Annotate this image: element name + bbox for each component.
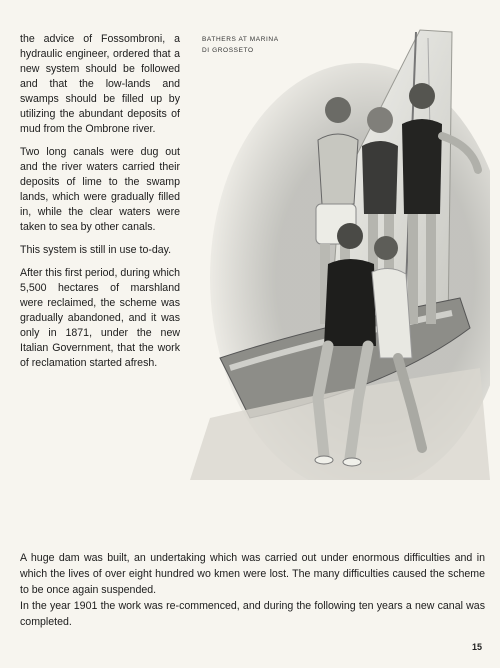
paragraph-first-period: After this first period, during which 5,500 hectares of marshland were reclaimed, the scheme was gradually abandoned, and it was only in 1871, under the new Italian Government, that the work of reclamation started afresh. xyxy=(20,267,180,369)
paragraph-dam: A huge dam was built, an undertaking which was carried out under enormous difficulties and in which the lives of over eight hundred wo kmen were lost. The many difficulties caused the scheme to be once again suspended. xyxy=(20,552,485,596)
bathers-photo xyxy=(190,28,490,480)
paragraph-fossombroni: the advice of Fossombroni, a hydraulic engineer, ordered that a new system should be followed and that the low-lands and swamps should be filled up by utilizing the abundant deposits of mud from the Ombrone river. xyxy=(20,33,180,135)
paragraph-system: This system is still in use to-day. xyxy=(20,244,172,256)
caption-line-2: DI GROSSETO xyxy=(202,47,254,54)
paragraph-1901: In the year 1901 the work was re-commenced, and during the following ten years a new canal was completed. xyxy=(20,600,485,628)
paragraph-canals: Two long canals were dug out and the river waters carried their deposits of lime to the swamp lands, which were gradually filled in, while the clear waters were taken to sea by other canals. xyxy=(20,146,180,233)
caption-line-1: BATHERS AT MARINA xyxy=(202,36,279,43)
page-number: 15 xyxy=(471,642,482,652)
left-text-column xyxy=(20,32,180,379)
full-width-text xyxy=(20,550,485,630)
photo-caption xyxy=(202,34,292,56)
